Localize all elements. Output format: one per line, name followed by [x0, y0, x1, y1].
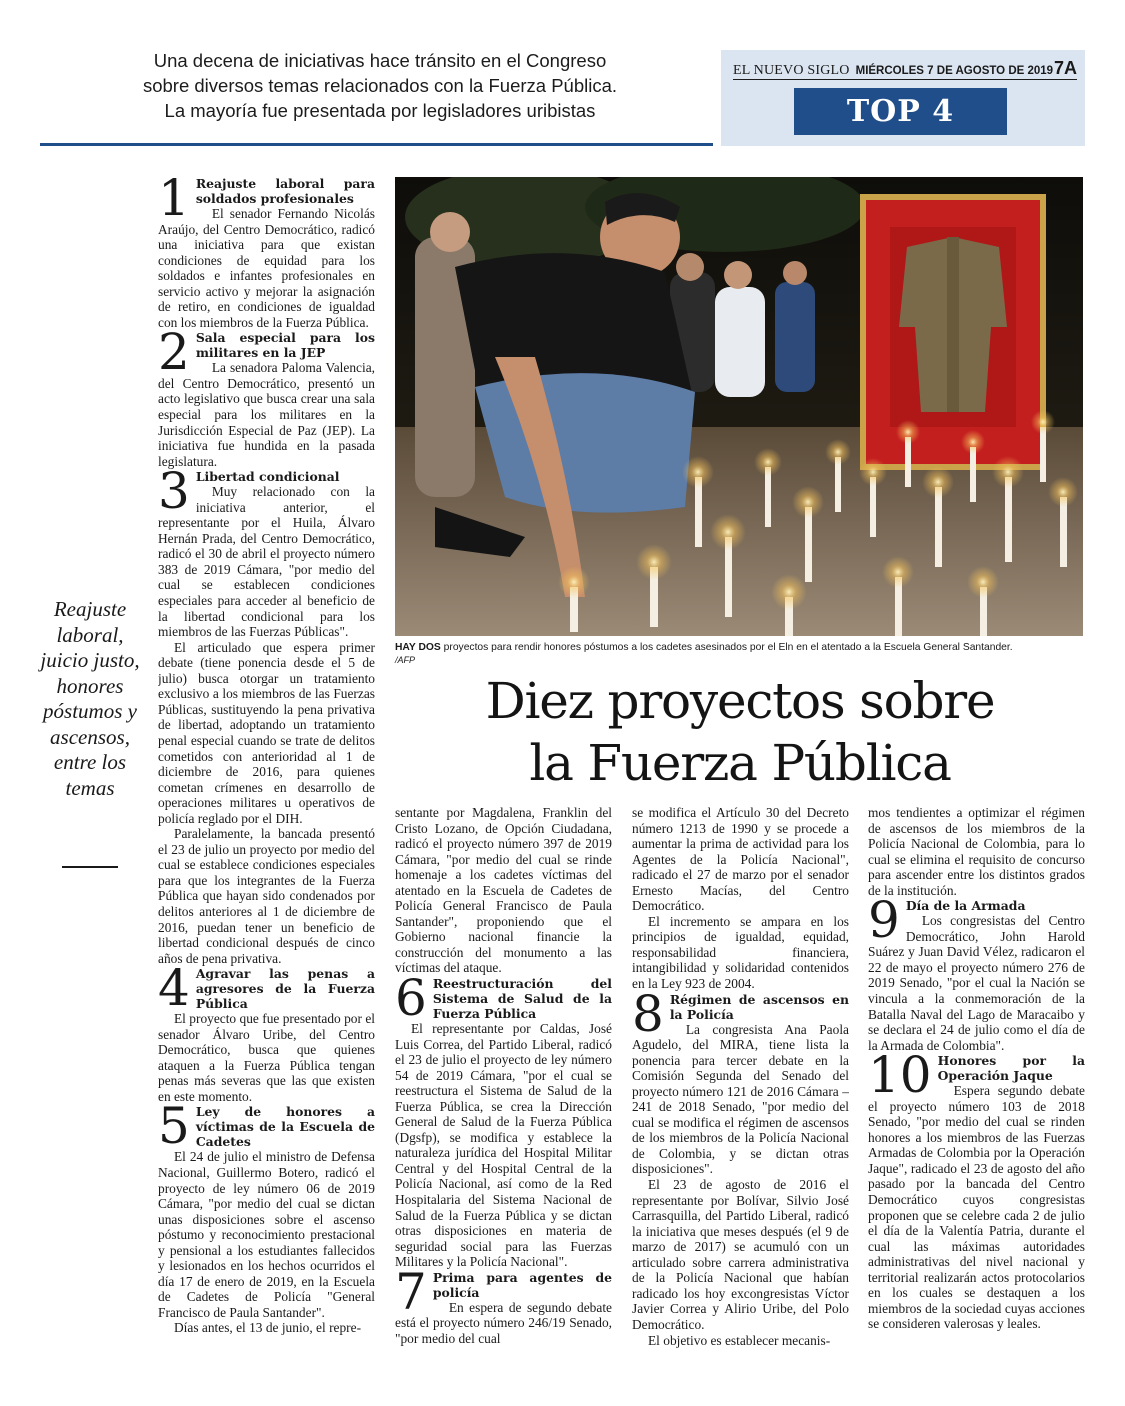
pull-quote: Reajuste laboral, juicio justo, honores póstumos y ascensos, entre los temas: [40, 597, 140, 800]
item-paragraph: se modifica el Artículo 30 del Decreto número 1213 de 1990 y se procede a aumentar la prima de actividad para los Agentes de la Policía Nacional", radicado el 27 de marzo por el senador Ernesto Macías, del Centro Democrático.: [632, 805, 849, 914]
column-4: [868, 805, 1085, 1332]
item-paragraph: Espera segundo debate el proyecto número 103 de 2018 Senado, "por medio del cual se rinden honores a los miembros de las Fuerzas Armadas de Colombia por la Operación Jaque", radicado el 23 de agosto del año pasado por la bancada del Centro Democrático cuyos congresistas proponen que se celebre cada 2 de julio el día de la Valentía Patria, durante el cual las máximas autoridades administrativas del nivel nacional y territorial realizarán actos protocolarios en los cuales se destaquen a los miembros de la sociedad cuyas acciones se consideren valerosas y leales.: [868, 1083, 1085, 1332]
item-number: 4: [158, 966, 190, 1018]
headline-line: la Fuerza Pública: [529, 734, 951, 792]
article-item: [868, 1053, 1085, 1332]
section-label: TOP 4: [794, 88, 1007, 135]
item-paragraph: El proyecto que fue presentado por el senador Álvaro Uribe, del Centro Democrático, busca que quienes ataquen a la Fuerza Pública tengan penas más severas que las que existen en este momento.: [158, 1011, 375, 1104]
caption-lead: HAY DOS: [395, 642, 441, 653]
column-3: [632, 805, 849, 1348]
main-headline: [470, 670, 1010, 794]
item-paragraph: Días antes, el 13 de junio, el repre-: [174, 1320, 362, 1336]
item-number: 9: [868, 898, 900, 950]
item-title: Reajuste laboral para soldados profesionales: [195, 176, 375, 206]
candle-vigil-illustration: [395, 177, 1083, 636]
article-continuation: [395, 805, 612, 976]
item-number: 8: [632, 991, 664, 1043]
paper-name: EL NUEVO SIGLO: [733, 63, 850, 78]
item-paragraph: El representante por Caldas, José Luis Correa, del Partido Liberal, radicó el 23 de julio el proyecto de ley número 54 de 2019 Cámara, "por el cual se reestructura el Sistema de Salud de la Fuerza Pública, se crea la Dirección General de Salud de la Fuerza Pública (Dgsfp), se modifica y establece la naturaleza jurídica del Hospital Militar Central y del Hospital Central de la Policía Nacional, así como de la Red Hospitalaria del Sistema Nacional de Salud de la Fuerza Pública y se dictan otras disposiciones en materia de seguridad social para las Fuerzas Militares y la Policía Nacional".: [395, 1021, 612, 1270]
article-item: [158, 469, 375, 966]
item-title: Honores por la Operación Jaque: [937, 1053, 1085, 1084]
item-number: 7: [395, 1269, 427, 1321]
item-number: 10: [868, 1053, 932, 1105]
article-item: [158, 966, 375, 1104]
item-paragraph: El 23 de agosto de 2016 el representante por Bolívar, Silvio José Carrasquilla, del Partido Liberal, radicó la iniciativa que meses después (el 9 de marzo de 2017) se acumuló con un articulado sobre carrera administrativa de la Policía Nacional que habían radicado los hoy excongresistas Víctor Javier Correa y Alirio Uribe, del Polo Democrático.: [632, 1177, 849, 1332]
deck-divider: [40, 143, 713, 146]
item-paragraph: El incremento se ampara en los principios de igualdad, equidad, responsabilidad financiera, intangibilidad y solidaridad contenidos en la Ley 923 de 2004.: [632, 913, 849, 992]
item-paragraph: En espera de segundo debate está el proyecto número 246/19 Senado, "por medio del cual: [395, 1299, 612, 1346]
column-2: [395, 805, 612, 1346]
item-title: Día de la Armada: [905, 898, 1026, 914]
page-number: 7A: [1053, 58, 1077, 78]
item-title: Sala especial para los militares en la JEP: [195, 330, 375, 361]
deck-line: La mayoría fue presentada por legisladores uribistas: [164, 100, 596, 121]
article-item: [158, 1104, 375, 1336]
pull-quote-rule: [62, 866, 118, 868]
item-paragraph: sentante por Magdalena, Franklin del Cristo Lozano, de Opción Ciudadana, radicó el proyecto número 397 de 2019 Cámara, "por medio del cual se rinde homenaje a los cadetes víctimas del atentado en la Escuela de Cadetes de Policía General Francisco de Paula Santander", proponiendo que el Gobierno nacional financie la construcción del monumento a las víctimas del ataque.: [395, 805, 612, 976]
column-1: [158, 176, 375, 1336]
masthead: [721, 50, 1085, 146]
item-paragraph: Paralelamente, la bancada presentó el 23 de julio un proyecto por medio del cual se establece condiciones especiales para que los integrantes de la Fuerza Pública que hayan sido condenados por delitos anteriores al 1 de diciembre de 2016, puedan tener un beneficio de libertad condicional después de cinco años de pena privativa.: [158, 826, 375, 966]
item-paragraph: El senador Fernando Nicolás Araújo, del Centro Democrático, radicó una iniciativa para que existan condiciones de equidad para los soldados e infantes profesionales en servicio activo y mejorar la asignación de retiro, en condiciones de igualdad con los miembros de la Fuerza Pública.: [158, 206, 375, 330]
item-number: 2: [158, 330, 190, 382]
article-item: [632, 992, 849, 1348]
item-paragraph: mos tendientes a optimizar el régimen de ascensos de los miembros de la Policía Nacional de Colombia, para lo cual se elimina el requisito de concurso para ascender entre los distintos grados de la institución.: [868, 805, 1085, 898]
item-number: 5: [158, 1104, 190, 1156]
photo-caption: [395, 641, 1085, 667]
photo-credit: /AFP: [395, 655, 416, 665]
article-item: [395, 1270, 612, 1347]
caption-text: proyectos para rendir honores póstumos a los cadetes asesinados por el Eln en el atentado a la Escuela General Santander.: [440, 642, 1013, 653]
item-title: Reestructuración del Sistema de Salud de la Fuerza Pública: [432, 976, 612, 1022]
deck-line: Una decena de iniciativas hace tránsito en el Congreso: [153, 50, 607, 71]
news-photo: [395, 177, 1083, 636]
item-title: Prima para agentes de policía: [432, 1269, 612, 1300]
issue-date: MIÉRCOLES 7 DE AGOSTO DE 2019: [855, 65, 1054, 77]
item-paragraph: El 24 de julio el ministro de Defensa Nacional, Guillermo Botero, radicó el proyecto de ley número 06 de 2019 Cámara, "por medio del cual se dictan unas disposiciones sobre el ascenso póstumo y reconocimiento prestacional y pensional a los estudiantes fallecidos y lesionados en los hechos ocurridos el día 17 de enero de 2019, en la Escuela de Cadetes de Policía "General Francisco de Paula Santander".: [158, 1149, 375, 1320]
article-item: [395, 976, 612, 1270]
item-number: 6: [395, 976, 427, 1028]
item-number: 3: [158, 469, 190, 521]
masthead-bar: [733, 58, 1077, 80]
article-item: [868, 898, 1085, 1053]
item-title: Libertad condicional: [195, 469, 340, 485]
item-paragraph: Muy relacionado con la iniciativa anterior, el representante por el Huila, Álvaro Hernán Prada, del Centro Democrático, radicó el 30 de abril el proyecto número 383 de 2019 Cámara, "por medio del cual se establecen condiciones especiales para acceder al beneficio de la libertad condicional para los miembros de las Fuerzas Públicas".: [158, 484, 375, 640]
item-paragraph: Los congresistas del Centro Democrático, John Harold Suárez y Juan David Vélez, radicaron el 22 de mayo el proyecto número 276 de 2019 Senado, "por el cual la Nación se vincula a la conmemoración de la Batalla Naval del Lago de Maracaibo y se declara el 24 de julio como el día de la Armada de Colombia".: [868, 913, 1085, 1053]
item-paragraph: El articulado que espera primer debate (tiene ponencia desde el 5 de julio) busca otorgar un tratamiento exclusivo a los miembros de las Fuerzas Públicas, sustituyendo la pena privativa de libertad, adoptando un tratamiento penal especial cuando se trate de delitos cometidos con anterioridad al 1 de diciembre de 2016, para quienes cometan crímenes en desarrollo de operaciones militares u operativos de policía reglado por el DIH.: [158, 639, 375, 826]
item-paragraph: La congresista Ana Paola Agudelo, del MIRA, tiene lista la ponencia para tercer debate en la Comisión Segunda del Senado del proyecto número 121 de 2016 Cámara – 241 de 2018 Senado, "por medio del cual se modifica el régimen de ascensos de los miembros de la Policía Nacional de Colombia, y se dictan otras disposiciones".: [632, 1021, 849, 1177]
article-item: [158, 176, 375, 330]
deck-line: sobre diversos temas relacionados con la Fuerza Pública.: [142, 75, 618, 96]
item-paragraph: La senadora Paloma Valencia, del Centro Democrático, presentó un acto legislativo que busca crear una sala especial para los militares en la Jurisdicción Especial de Paz (JEP). La iniciativa fue hundida en la pasada legislatura.: [158, 360, 375, 469]
item-paragraph: El objetivo es establecer mecanis-: [648, 1332, 831, 1348]
item-title: Ley de honores a víctimas de la Escuela de Cadetes: [195, 1104, 375, 1150]
item-number: 1: [158, 176, 190, 227]
headline-line: Diez proyectos sobre: [485, 672, 995, 730]
deck: [100, 48, 660, 123]
article-continuation: [632, 805, 849, 992]
article-continuation: [868, 805, 1085, 898]
item-title: Régimen de ascensos en la Policía: [669, 991, 849, 1022]
article-item: [158, 330, 375, 469]
item-title: Agravar las penas a agresores de la Fuerza Pública: [195, 966, 375, 1012]
